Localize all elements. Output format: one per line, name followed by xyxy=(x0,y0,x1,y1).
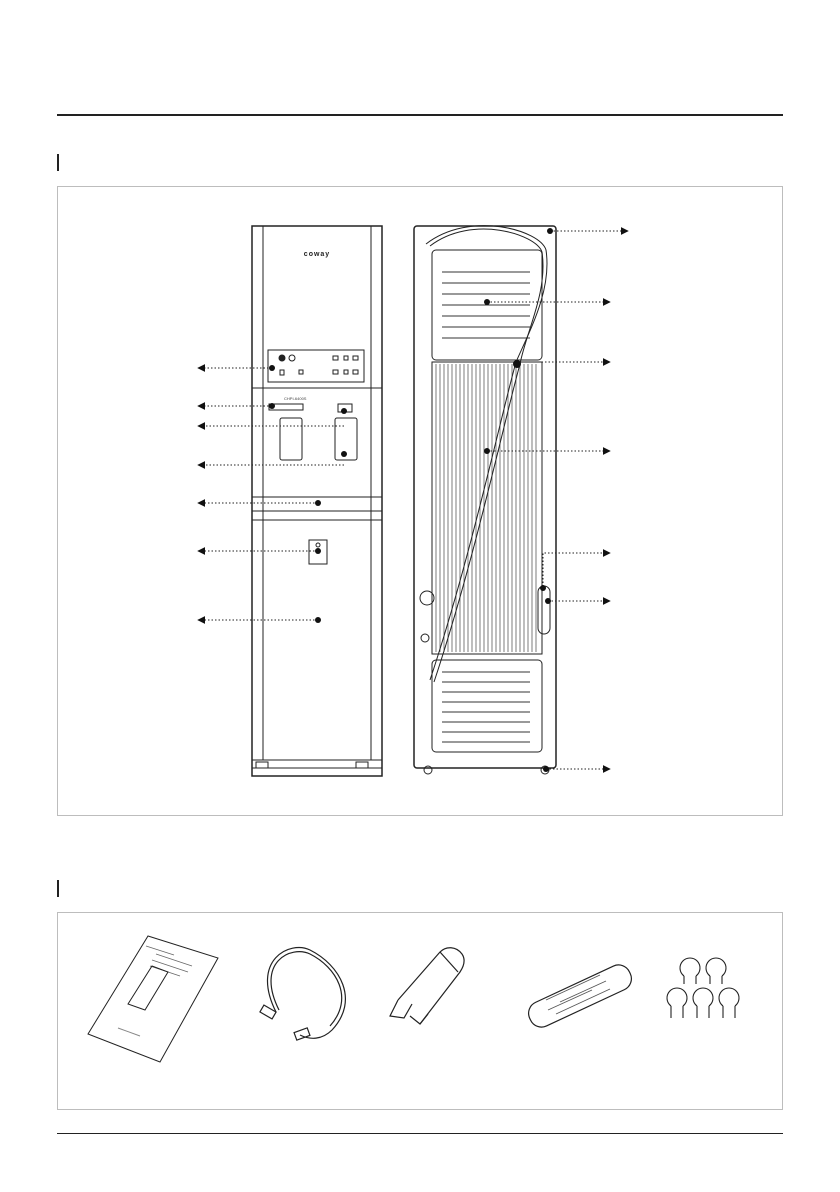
brand-logo: coway xyxy=(303,251,331,258)
manual-illustration xyxy=(88,936,218,1062)
rear-unit xyxy=(414,226,556,774)
cartridge-illustration xyxy=(525,961,636,1031)
rear-callout-dots xyxy=(484,228,553,772)
hose-illustration xyxy=(260,948,345,1041)
wrench-illustration xyxy=(390,948,464,1024)
drain-hose-holder xyxy=(538,586,550,634)
clips-illustration xyxy=(667,958,739,1018)
condenser-coil xyxy=(436,364,536,652)
panel-label: CHPI-6400S xyxy=(284,396,307,401)
